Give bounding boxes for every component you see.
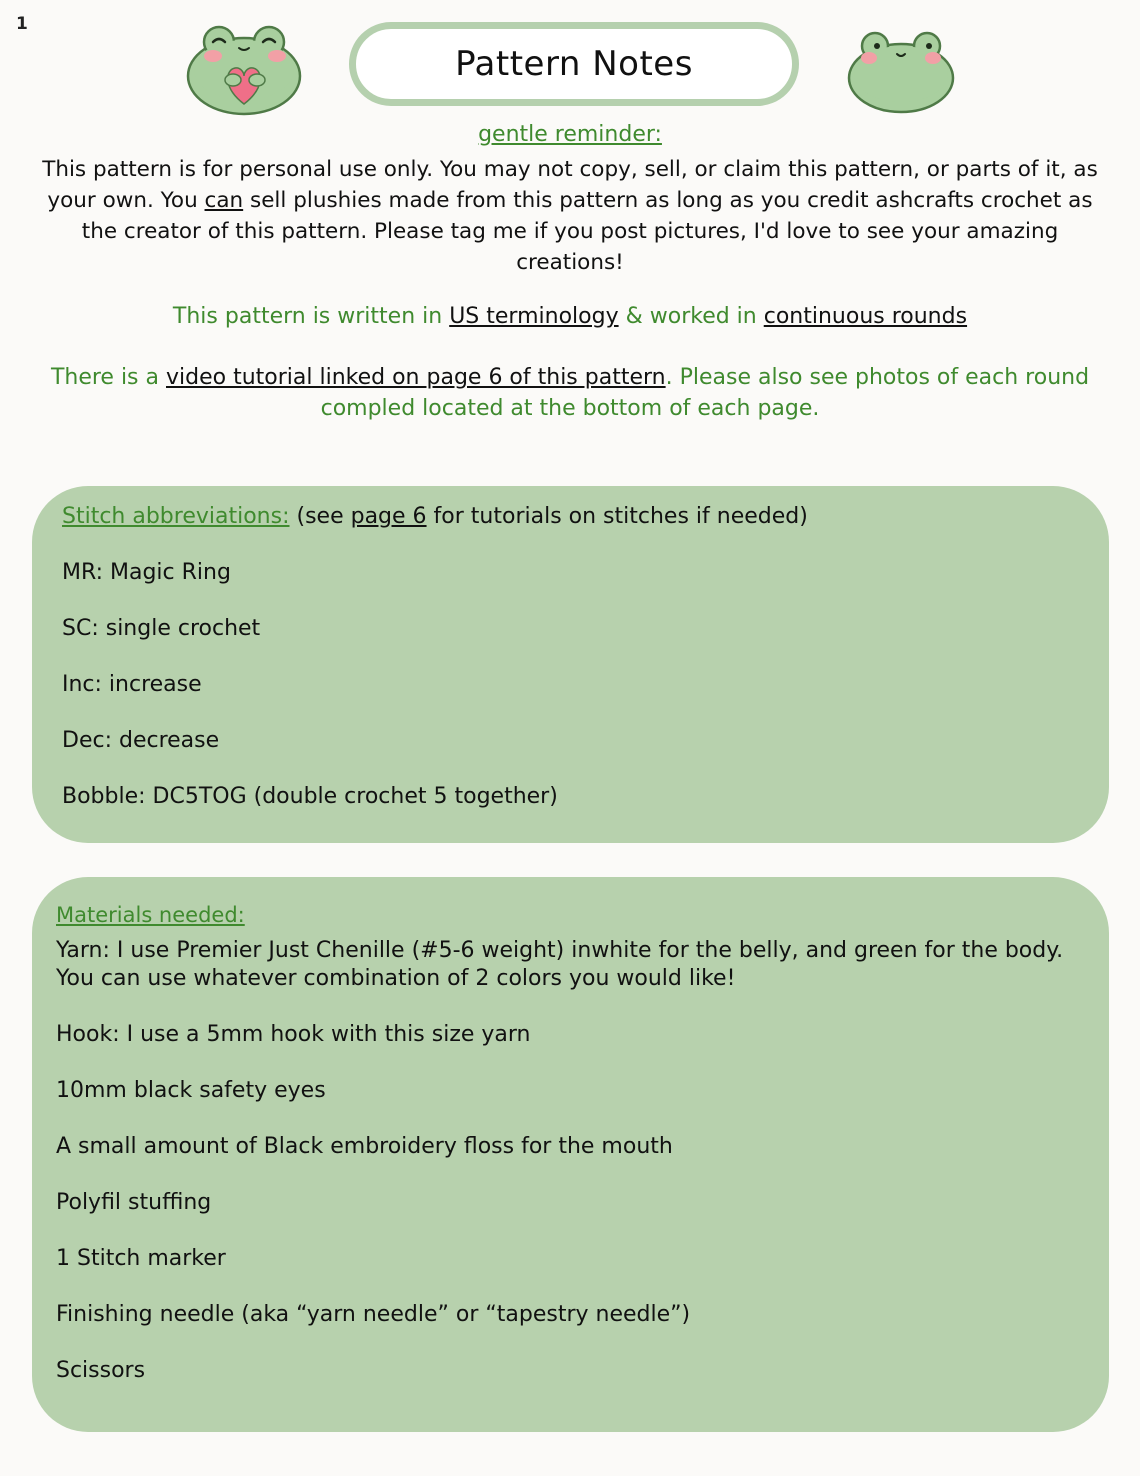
material-item-needle: Finishing needle (aka “yarn needle” or “tapestry needle”): [56, 1302, 691, 1327]
continuous-rounds-text: continuous rounds: [763, 304, 968, 329]
page-title: Pattern Notes: [455, 44, 693, 84]
stitch-note-prefix: (see: [289, 504, 351, 529]
stitch-note-suffix: for tutorials on stitches if needed): [426, 504, 808, 529]
material-item-eyes: 10mm black safety eyes: [56, 1078, 326, 1103]
reminder-can-underlined: can: [204, 188, 244, 213]
tutorial-note: [40, 362, 1100, 424]
material-item-stuffing: Polyfil stuffing: [56, 1190, 212, 1215]
stitch-item-inc: Inc: increase: [62, 672, 202, 697]
material-item-scissors: Scissors: [56, 1358, 146, 1383]
reminder-heading: gentle reminder:: [478, 122, 662, 147]
title-banner: [349, 22, 799, 106]
tutorial-prefix: There is a: [50, 365, 166, 390]
material-item-floss: A small amount of Black embroidery floss for the mouth: [56, 1134, 673, 1159]
reminder-text-part1: This pattern is for personal use only. You may not copy, sell, or claim this pattern, or parts of it, as your own. You: [42, 157, 1098, 213]
material-item-stitch-marker: 1 Stitch marker: [56, 1246, 226, 1271]
stitch-item-dec: Dec: decrease: [62, 728, 220, 753]
stitch-item-mr: MR: Magic Ring: [62, 560, 231, 585]
terminology-middle: & worked in: [618, 304, 764, 329]
terminology-prefix: This pattern is written in: [172, 304, 450, 329]
materials-panel: [32, 877, 1109, 1432]
reminder-text-part2: sell plushies made from this pattern as long as you credit ashcrafts crochet as the creator of this pattern. Please tag me if you post pictures, I'd love to see your amazing creations!: [81, 188, 1093, 275]
stitch-abbreviations-heading: [62, 502, 1079, 532]
materials-list: [56, 937, 1085, 1385]
stitch-list: [62, 558, 1079, 812]
video-tutorial-link[interactable]: video tutorial linked on page 6 of this pattern: [166, 365, 666, 390]
stitch-abbreviations-panel: [32, 486, 1109, 843]
stitch-item-sc: SC: single crochet: [62, 616, 261, 641]
stitch-item-bobble: Bobble: DC5TOG (double crochet 5 together): [62, 784, 558, 809]
material-item-yarn: Yarn: I use Premier Just Chenille (#5-6 weight) inwhite for the belly, and green for the body. You can use whatever combination of 2 colors you would like!: [56, 938, 1064, 991]
us-terminology-text: US terminology: [449, 304, 619, 329]
reminder-body: [40, 154, 1100, 278]
materials-heading: Materials needed:: [56, 903, 245, 927]
stitch-heading-label: Stitch abbreviations:: [62, 504, 290, 529]
frog-smiling-icon: [845, 26, 957, 114]
page-number: 1: [16, 14, 28, 34]
terminology-note: [40, 304, 1100, 329]
material-item-hook: Hook: I use a 5mm hook with this size yarn: [56, 1022, 531, 1047]
stitch-page-link[interactable]: page 6: [350, 504, 427, 529]
frog-holding-heart-icon: [183, 18, 305, 118]
tutorial-suffix: . Please also see photos of each round compled located at the bottom of each page.: [320, 365, 1090, 421]
